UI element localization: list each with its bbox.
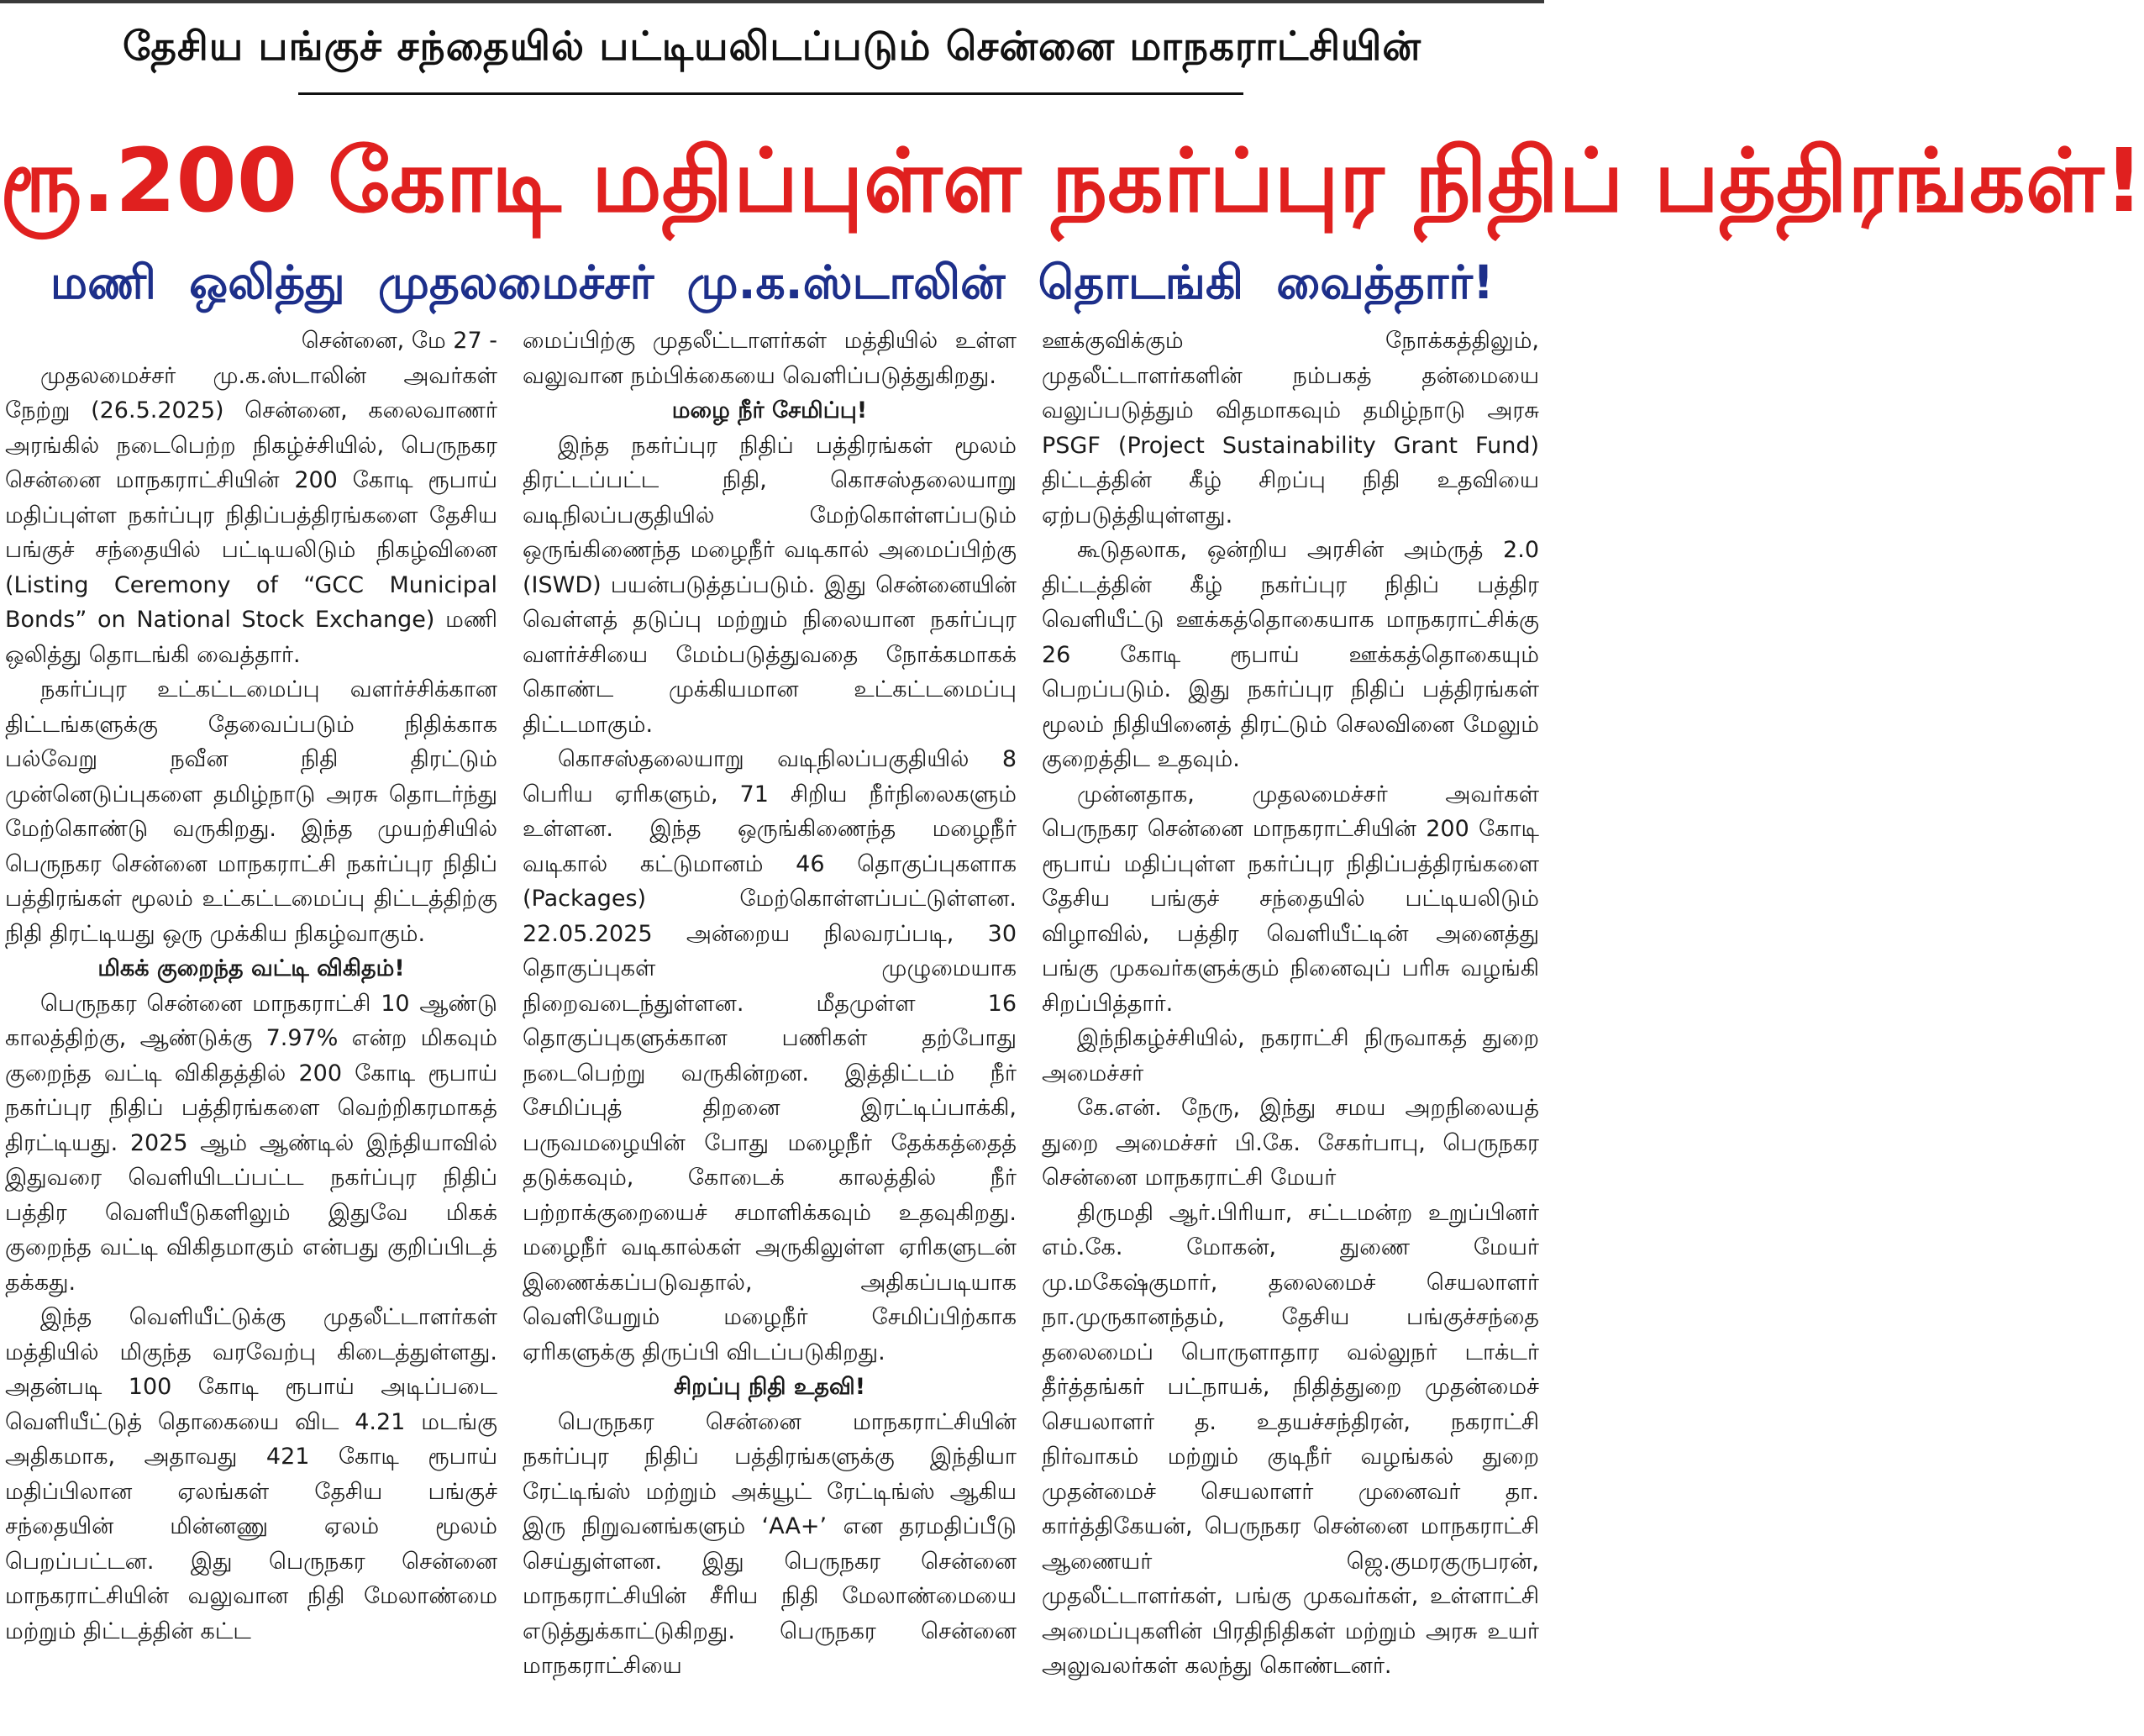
paragraph: திருமதி ஆர்.பிரியா, சட்டமன்ற உறுப்பினர் எம்.கே. மோகன், துணை மேயர் மு.மகேஷ்குமார், தலைமைச் செயலாளர் நா.முருகானந்தம், தேசிய பங்குச்சந்தை தலைமைப் பொருளாதார வல்லுநர் டாக்டர் தீர்த்தங்கர் பட்நாயக், நிதித்துறை முதன்மைச் செயலாளர் த. உதயச்சந்திரன், நகராட்சி நிர்வாகம் மற்றும் குடிநீர் வழங்கல் துறை முதன்மைச் செயலாளர் முனைவர் தா. கார்த்திகேயன், பெருநகர சென்னை மாநகராட்சி ஆணையர் ஜெ.குமரகுருபரன், முதலீட்டாளர்கள், பங்கு முகவர்கள், உள்ளாட்சி அமைப்புகளின் பிரதிநிதிகள் மற்றும் அரசு உயர் அலுவலர்கள் கலந்து கொண்டனர். — [1042, 1199, 1539, 1679]
paragraph: முதலமைச்சர் மு.க.ஸ்டாலின் அவர்கள் நேற்று (26.5.2025) சென்னை, கலைவாணர் அரங்கில் நடைபெற்ற நிகழ்ச்சியில், பெருநகர சென்னை மாநகராட்சியின் 200 கோடி ரூபாய் மதிப்புள்ள நகர்ப்புர நிதிப்பத்திரங்களை தேசிய பங்குச் சந்தையில் பட்டியலிடும் நிகழ்வினை (Listing Ceremony of “GCC Municipal Bonds” on National Stock Exchange) மணி ஒலித்து தொடங்கி வைத்தார். — [5, 362, 497, 668]
sub-headline: மணி ஒலித்து முதலமைச்சர் மு.க.ஸ்டாலின் தொடங்கி வைத்தார்! — [50, 255, 1495, 309]
paragraph: ஊக்குவிக்கும் நோக்கத்திலும், முதலீட்டாளர்களின் நம்பகத் தன்மையை வலுப்படுத்தும் விதமாகவும் தமிழ்நாடு அரசு PSGF (Project Sustainability Grant Fund) திட்டத்தின் கீழ் சிறப்பு நிதி உதவியை ஏற்படுத்தியுள்ளது. — [1042, 328, 1539, 529]
paragraph: இந்த நகர்ப்புர நிதிப் பத்திரங்கள் மூலம் திரட்டப்பட்ட நிதி, கொசஸ்தலையாறு வடிநிலப்பகுதியில் மேற்கொள்ளப்படும் ஒருங்கிணைந்த மழைநீர் வடிகால் அமைப்பிற்கு (ISWD) பயன்படுத்தப்படும். இது சென்னையின் வெள்ளத் தடுப்பு மற்றும் நிலையான நகர்ப்புர வளர்ச்சியை மேம்படுத்துவதை நோக்கமாகக் கொண்ட முக்கியமான உட்கட்டமைப்பு திட்டமாகும். — [523, 432, 1017, 738]
paragraph: இந்த வெளியீட்டுக்கு முதலீட்டாளர்கள் மத்தியில் மிகுந்த வரவேற்பு கிடைத்துள்ளது. அதன்படி 100 கோடி ரூபாய் அடிப்படை வெளியீட்டுத் தொகையை விட 4.21 மடங்கு அதிகமாக, அதாவது 421 கோடி ரூபாய் மதிப்பிலான ஏலங்கள் தேசிய பங்குச் சந்தையின் மின்னணு ஏலம் மூலம் பெறப்பட்டன. இது பெருநகர சென்னை மாநகராட்சியின் வலுவான நிதி மேலாண்மை மற்றும் திட்டத்தின் கட்ட — [5, 1304, 497, 1644]
kicker-headline: தேசிய பங்குச் சந்தையில் பட்டியலிடப்படும் சென்னை மாநகராட்சியின் — [123, 24, 1421, 70]
main-headline: ரூ.200 கோடி மதிப்புள்ள நகர்ப்புர நிதிப் பத்திரங்கள்! — [0, 129, 2144, 232]
paragraph: கொசஸ்தலையாறு வடிநிலப்பகுதியில் 8 பெரிய ஏரிகளும், 71 சிறிய நீர்நிலைகளும் உள்ளன. இந்த ஒருங்கிணைந்த மழைநீர் வடிகால் கட்டுமானம் 46 தொகுப்புகளாக (Packages) மேற்கொள்ளப்பட்டுள்ளன. 22.05.2025 அன்றைய நிலவரப்படி, 30 தொகுப்புகள் முழுமையாக நிறைவடைந்துள்ளன. மீதமுள்ள 16 தொகுப்புகளுக்கான பணிகள் தற்போது நடைபெற்று வருகின்றன. இத்திட்டம் நீர் சேமிப்புத் திறனை இரட்டிப்பாக்கி, பருவமழையின் போது மழைநீர் தேக்கத்தைத் தடுக்கவும், கோடைக் காலத்தில் நீர் பற்றாக்குறையைச் சமாளிக்கவும் உதவுகிறது. மழைநீர் வடிகால்கள் அருகிலுள்ள ஏரிகளுடன் இணைக்கப்படுவதால், அதிகப்படியாக வெளியேறும் மழைநீர் சேமிப்பிற்காக ஏரிகளுக்கு திருப்பி விடப்படுகிறது. — [523, 746, 1017, 1365]
dateline: சென்னை, மே 27 - — [301, 328, 497, 354]
section-heading: சிறப்பு நிதி உதவி! — [673, 1374, 866, 1400]
paragraph: பெருநகர சென்னை மாநகராட்சியின் நகர்ப்புர நிதிப் பத்திரங்களுக்கு இந்தியா ரேட்டிங்ஸ் மற்றும் அக்யூட் ரேட்டிங்ஸ் ஆகிய இரு நிறுவனங்களும் ‘AA+’ என தரமதிப்பீடு செய்துள்ளன. இது பெருநகர சென்னை மாநகராட்சியின் சீரிய நிதி மேலாண்மையை எடுத்துக்காட்டுகிறது. பெருநகர சென்னை மாநகராட்சியை — [523, 1408, 1017, 1679]
article-column-3 — [1042, 324, 1539, 1736]
section-heading: மழை நீர் சேமிப்பு! — [671, 397, 868, 423]
paragraph: நகர்ப்புர உட்கட்டமைப்பு வளர்ச்சிக்கான திட்டங்களுக்கு தேவைப்படும் நிதிக்காக பல்வேறு நவீன நிதி திரட்டும் முன்னெடுப்புகளை தமிழ்நாடு அரசு தொடர்ந்து மேற்கொண்டு வருகிறது. இந்த முயற்சியில் பெருநகர சென்னை மாநகராட்சி நகர்ப்புர நிதிப் பத்திரங்கள் மூலம் உட்கட்டமைப்பு திட்டத்திற்கு நிதி திரட்டியது ஒரு முக்கிய நிகழ்வாகும். — [5, 676, 497, 947]
paragraph: கூடுதலாக, ஒன்றிய அரசின் அம்ருத் 2.0 திட்டத்தின் கீழ் நகர்ப்புர நிதிப் பத்திர வெளியீட்டு ஊக்கத்தொகையாக மாநகராட்சிக்கு 26 கோடி ரூபாய் ஊக்கத்தொகையும் பெறப்படும். இது நகர்ப்புர நிதிப் பத்திரங்கள் மூலம் நிதியினைத் திரட்டும் செலவினை மேலும் குறைத்திட உதவும். — [1042, 537, 1539, 772]
kicker-underline — [298, 92, 1243, 95]
paragraph: மைப்பிற்கு முதலீட்டாளர்கள் மத்தியில் உள்ள வலுவான நம்பிக்கையை வெளிப்படுத்துகிறது. — [523, 328, 1017, 389]
top-border — [0, 0, 1544, 3]
article-column-1 — [5, 324, 497, 1736]
paragraph: முன்னதாக, முதலமைச்சர் அவர்கள் பெருநகர சென்னை மாநகராட்சியின் 200 கோடி ரூபாய் மதிப்புள்ள நகர்ப்புர நிதிப்பத்திரங்களை தேசிய பங்குச் சந்தையில் பட்டியலிடும் விழாவில், பத்திர வெளியீட்டின் அனைத்து பங்கு முகவர்களுக்கும் நினைவுப் பரிசு வழங்கி சிறப்பித்தார். — [1042, 781, 1539, 1017]
section-heading: மிகக் குறைந்த வட்டி விகிதம்! — [97, 955, 405, 981]
article-column-2 — [523, 324, 1017, 1736]
paragraph: இந்நிகழ்ச்சியில், நகராட்சி நிருவாகத் துறை அமைச்சர் — [1042, 1025, 1539, 1086]
paragraph: கே.என். நேரு, இந்து சமய அறநிலையத் துறை அமைச்சர் பி.கே. சேகர்பாபு, பெருநகர சென்னை மாநகராட்சி மேயர் — [1042, 1095, 1539, 1191]
paragraph: பெருநகர சென்னை மாநகராட்சி 10 ஆண்டு காலத்திற்கு, ஆண்டுக்கு 7.97% என்ற மிகவும் குறைந்த வட்டி விகிதத்தில் 200 கோடி ரூபாய் நகர்ப்புர நிதிப் பத்திரங்களை வெற்றிகரமாகத் திரட்டியது. 2025 ஆம் ஆண்டில் இந்தியாவில் இதுவரை வெளியிடப்பட்ட நகர்ப்புர நிதிப் பத்திர வெளியீடுகளிலும் இதுவே மிகக் குறைந்த வட்டி விகிதமாகும் என்பது குறிப்பிடத் தக்கது. — [5, 990, 497, 1296]
